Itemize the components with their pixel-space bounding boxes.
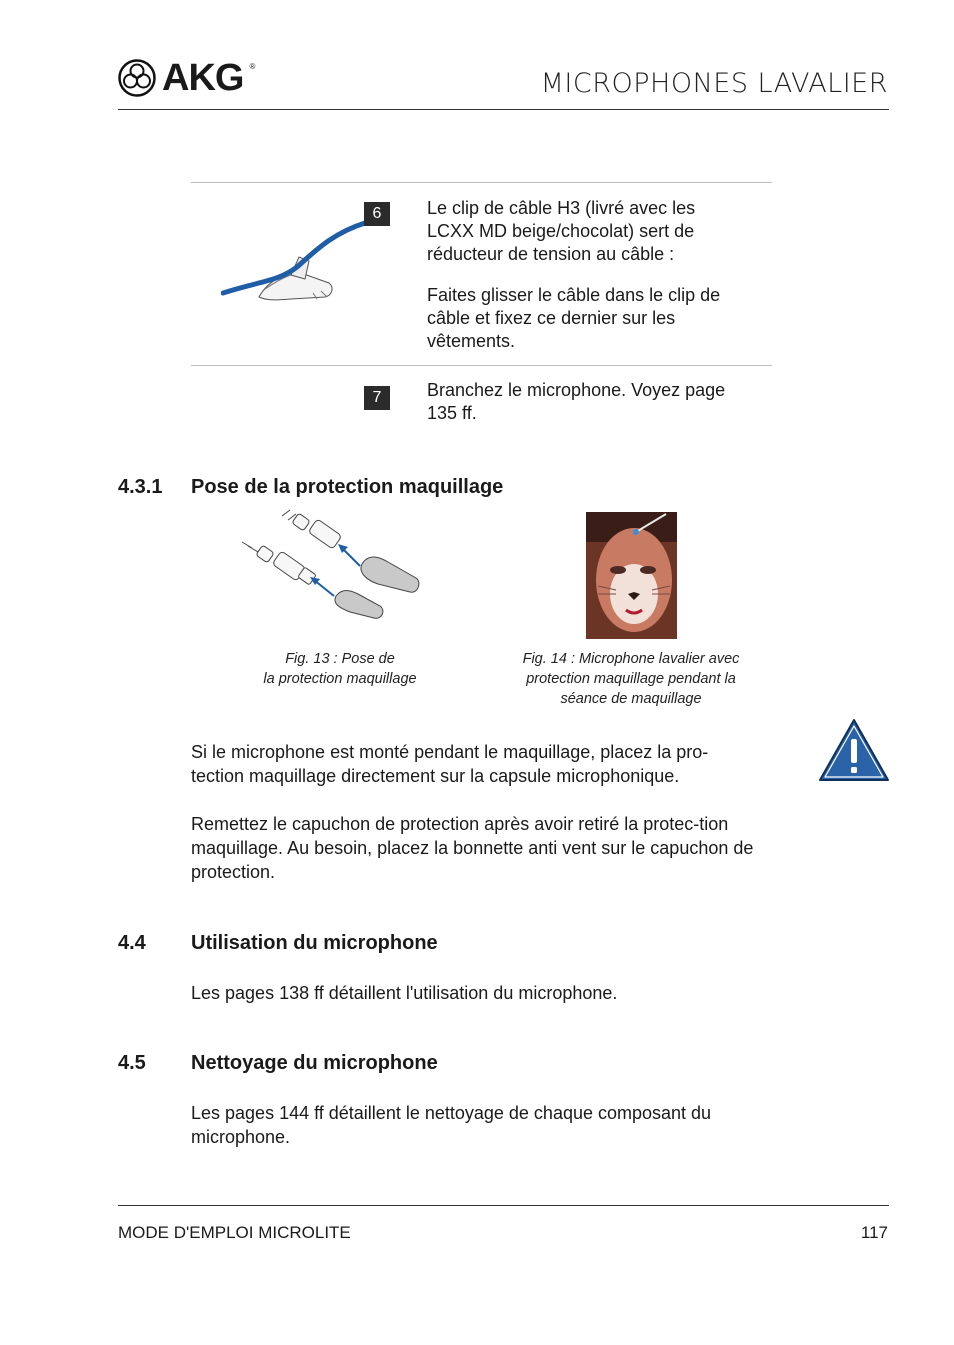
page-number: 117 xyxy=(860,1223,888,1242)
step-paragraph: Faites glisser le câble dans le clip de câble et fixez ce dernier sur les vêtements. xyxy=(427,285,721,351)
steps-table xyxy=(191,182,772,445)
step-number-badge: 7 xyxy=(364,386,390,410)
section-heading-4-4 xyxy=(118,931,438,955)
step-paragraph: Branchez le microphone. Voyez page 135 ff. xyxy=(427,380,726,423)
section-number: 4.5 xyxy=(118,1052,146,1074)
section-number: 4.3.1 xyxy=(118,476,163,498)
section-heading-4-5 xyxy=(118,1051,438,1075)
makeup-paragraph-2: Remettez le capuchon de protection après avoir retiré la protec-tion maquillage. Au besoin, placez la bonnette anti vent sur le capuchon de protection. xyxy=(191,814,754,882)
caption-line: Fig. 13 : Pose de xyxy=(285,651,395,667)
section-title: Pose de la protection maquillage xyxy=(191,476,504,498)
page-title: MICROPHONES LAVALIER xyxy=(540,68,888,99)
step-row xyxy=(191,365,772,445)
section-heading-4-3-1 xyxy=(118,475,503,499)
section-number: 4.4 xyxy=(118,932,146,954)
step-number-badge: 6 xyxy=(364,202,390,226)
section-title: Nettoyage du microphone xyxy=(191,1052,438,1074)
section-title: Utilisation du microphone xyxy=(191,932,438,954)
caption-line: Fig. 14 : Microphone lavalier avec xyxy=(522,651,740,667)
step-row xyxy=(191,182,772,365)
step-paragraph: Le clip de câble H3 (livré avec les LCXX MD beige/chocolat) sert de réducteur de tension au câble : xyxy=(427,198,696,264)
cleaning-paragraph: Les pages 144 ff détaillent le nettoyage de chaque composant du microphone. xyxy=(191,1103,712,1147)
akg-logo xyxy=(118,58,255,98)
brand-name: AKG xyxy=(162,57,244,99)
makeup-protection-illustration xyxy=(238,508,428,628)
figure-13-caption xyxy=(230,649,450,689)
warning-triangle-icon xyxy=(817,717,891,783)
caption-line: protection maquillage pendant la xyxy=(526,671,736,687)
usage-paragraph: Les pages 138 ff détaillent l'utilisation du microphone. xyxy=(191,983,618,1003)
makeup-session-photo xyxy=(586,512,677,639)
figure-14-caption xyxy=(500,649,762,709)
makeup-paragraph-1: Si le microphone est monté pendant le maquillage, placez la pro-tection maquillage directement sur la capsule microphonique. xyxy=(191,742,709,786)
caption-line: séance de maquillage xyxy=(560,691,702,707)
header-divider xyxy=(118,109,889,110)
registered-mark: ® xyxy=(249,61,256,71)
cable-clip-illustration xyxy=(221,211,371,311)
akg-flower-logo-icon xyxy=(118,59,156,97)
footer-document-title: MODE D'EMPLOI MICROLITE xyxy=(118,1223,351,1242)
caption-line: la protection maquillage xyxy=(263,671,417,687)
step-description xyxy=(427,379,747,425)
step-description xyxy=(427,197,747,353)
footer-divider xyxy=(118,1205,889,1206)
